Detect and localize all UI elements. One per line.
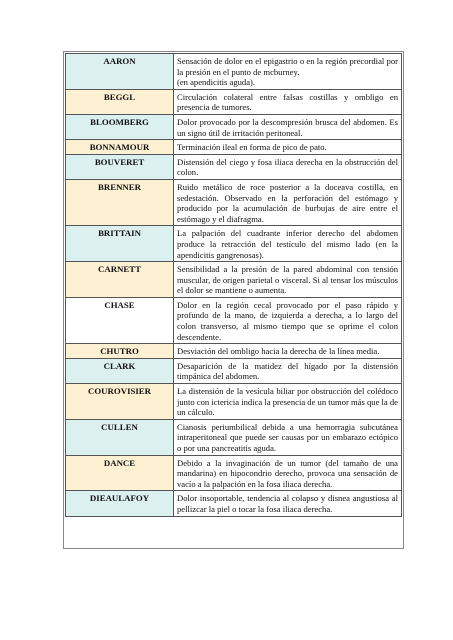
sign-name: CLARK — [66, 358, 174, 383]
table-row — [66, 419, 402, 455]
sign-description: Dolor provocado por la descompresión brusca del abdomen. Es un signo útil de irritación peritoneal. — [174, 114, 402, 139]
sign-name: BRITTAIN — [66, 226, 174, 262]
sign-description: Debido a la invaginación de un tumor (del tamaño de una mandarina) en hipocondrio derecho, provoca una sensación de vacío a la palpación en la fosa iliaca derecha. — [174, 455, 402, 491]
sign-name: DANCE — [66, 455, 174, 491]
table-row — [66, 89, 402, 114]
table-row — [66, 114, 402, 139]
table-row — [66, 297, 402, 343]
sign-description: Sensación de dolor en el epigastrio o en la región precordial por la presión en el punto de mcburney. (en apendicitis aguda). — [174, 54, 402, 90]
sign-description: La distensión de la vesícula biliar por obstrucción del colédoco junto con ictericia indica la presencia de un tumor más que la de un cálculo. — [174, 384, 402, 420]
sign-name: BOUVERET — [66, 154, 174, 179]
sign-description: Cianosis periumbilical debida a una hemorragia subcutánea intraperitoneal que puede ser causas por un embarazo ectópico o por una pancreatitis aguda. — [174, 419, 402, 455]
table-row — [66, 262, 402, 298]
sign-description: Desaparición de la matidez del hígado por la distensión timpánica del abdomen. — [174, 358, 402, 383]
table-row — [66, 455, 402, 491]
sign-name: AARON — [66, 54, 174, 90]
table-row — [66, 344, 402, 359]
sign-name: CULLEN — [66, 419, 174, 455]
sign-name: CARNETT — [66, 262, 174, 298]
sign-name: BEGGL — [66, 89, 174, 114]
sign-description: Sensibilidad a la presión de la pared abdominal con tensión muscular, de origen parietal o visceral. Si al tensar los músculos el dolor se mantiene o aumenta. — [174, 262, 402, 298]
sign-name: BLOOMBERG — [66, 114, 174, 139]
sign-description: Dolor insoportable, tendencia al colapso y disnea angustiosa al pellizcar la piel o tocar la fosa iliaca derecha. — [174, 491, 402, 516]
sign-name: BRENNER — [66, 179, 174, 225]
sign-name: BONNAMOUR — [66, 140, 174, 155]
sign-description: Distensión del ciego y fosa iliaca derecha en la obstrucción del colon. — [174, 154, 402, 179]
sign-name: DIEAULAFOY — [66, 491, 174, 516]
sign-description: Terminación ileal en forma de pico de pato. — [174, 140, 402, 155]
table-row — [66, 54, 402, 90]
table-row — [66, 179, 402, 225]
sign-description: Dolor en la región cecal provocado por el paso rápido y profundo de la mano, de izquierda a derecha, a lo largo del colon transverso, al mismo tiempo que se oprime el colon descendente. — [174, 297, 402, 343]
sign-description: La palpación del cuadrante inferior derecho del abdomen produce la retracción del testículo del mismo lado (en la apendicitis gangrenosas). — [174, 226, 402, 262]
table-row — [66, 154, 402, 179]
abdominal-signs-table — [65, 53, 402, 517]
table-row — [66, 491, 402, 516]
table-row — [66, 226, 402, 262]
sign-description: Circulación colateral entre falsas costillas y ombligo en presencia de tumores. — [174, 89, 402, 114]
table-row — [66, 358, 402, 383]
sign-name: COUROVISIER — [66, 384, 174, 420]
table-row — [66, 384, 402, 420]
table-row — [66, 140, 402, 155]
sign-description: Ruido metálico de roce posterior a la doceava costilla, en sedestación. Observado en la perforación del estómago y producido por la acumulación de burbujas de aire entre el estómago y el diafragma. — [174, 179, 402, 225]
sign-name: CHASE — [66, 297, 174, 343]
sign-description: Desviación del ombligo hacia la derecha de la línea media. — [174, 344, 402, 359]
sign-name: CHUTRO — [66, 344, 174, 359]
